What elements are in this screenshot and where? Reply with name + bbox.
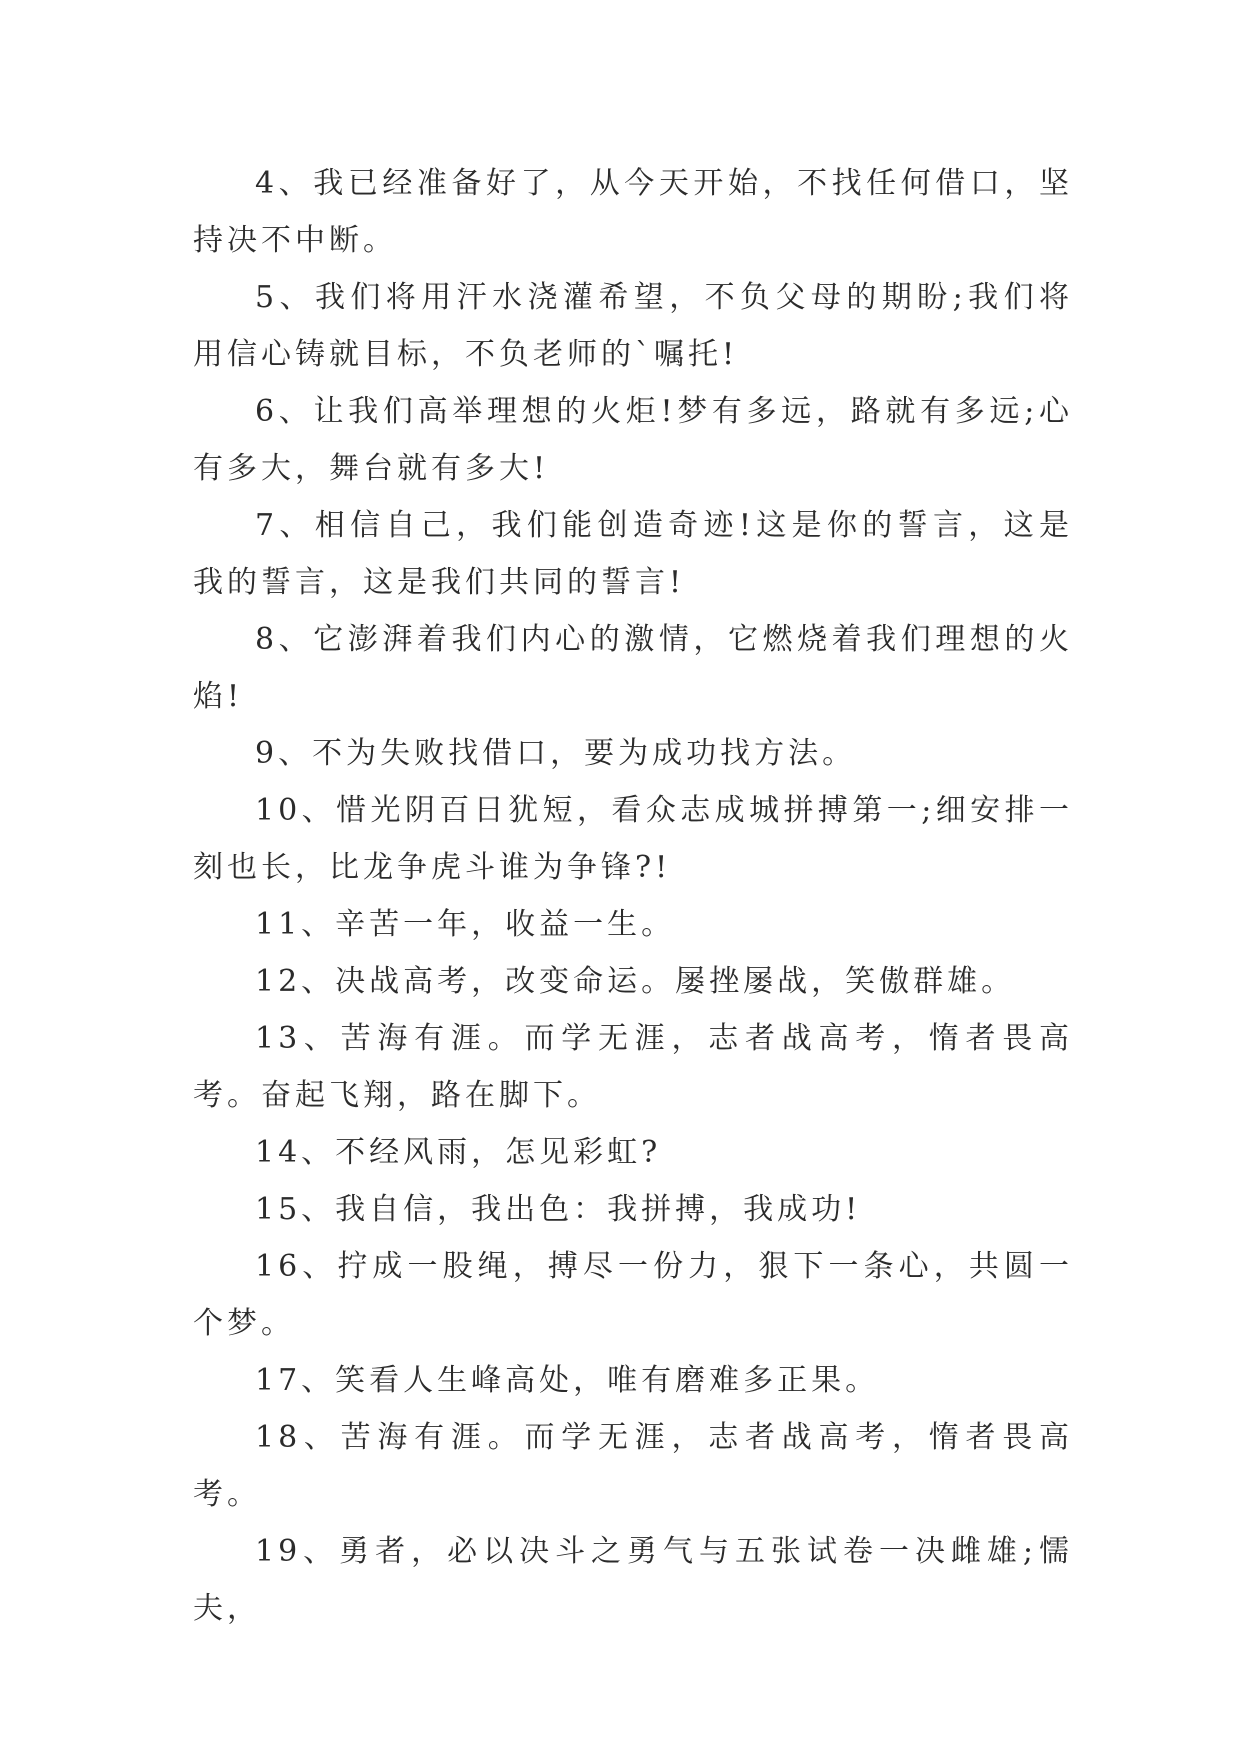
paragraph-9: 9、不为失败找借口，要为成功找方法。: [255, 736, 857, 771]
paragraph-16: 16、拧成一股绳，搏尽一份力，狠下一条心，共圆一个梦。: [193, 1249, 1073, 1341]
paragraph-6: 6、让我们高举理想的火炬!梦有多远，路就有多远;心有多大，舞台就有多大!: [193, 394, 1073, 486]
paragraph-7: 7、相信自己，我们能创造奇迹!这是你的誓言，这是我的誓言，这是我们共同的誓言!: [193, 508, 1073, 600]
paragraph-11: 11、辛苦一年，收益一生。: [255, 907, 676, 942]
document-body: [193, 155, 1073, 1637]
paragraph-4: 4、我已经准备好了，从今天开始，不找任何借口，坚持决不中断。: [193, 166, 1073, 258]
paragraph-14: 14、不经风雨，怎见彩虹?: [255, 1135, 662, 1170]
paragraph-19: 19、勇者，必以决斗之勇气与五张试卷一决雌雄;懦夫，: [193, 1534, 1073, 1626]
paragraph-10: 10、惜光阴百日犹短，看众志成城拼搏第一;细安排一刻也长，比龙争虎斗谁为争锋?!: [193, 793, 1073, 885]
paragraph-18: 18、苦海有涯。而学无涯，志者战高考，惰者畏高考。: [193, 1420, 1073, 1512]
paragraph-17: 17、笑看人生峰高处，唯有磨难多正果。: [255, 1363, 880, 1398]
paragraph-8: 8、它澎湃着我们内心的激情，它燃烧着我们理想的火焰!: [193, 622, 1073, 714]
paragraph-13: 13、苦海有涯。而学无涯，志者战高考，惰者畏高考。奋起飞翔，路在脚下。: [193, 1021, 1073, 1113]
paragraph-15: 15、我自信，我出色：我拼搏，我成功!: [255, 1192, 862, 1227]
paragraph-5: 5、我们将用汗水浇灌希望，不负父母的期盼;我们将用信心铸就目标，不负老师的`嘱托!: [193, 280, 1073, 372]
paragraph-12: 12、决战高考，改变命运。屡挫屡战，笑傲群雄。: [255, 964, 1016, 999]
